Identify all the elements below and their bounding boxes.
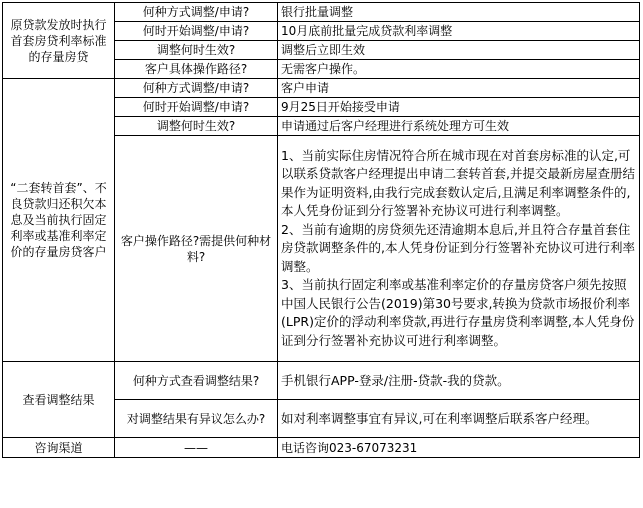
question-cell: 何时开始调整/申请? (115, 22, 278, 41)
answer-cell: 10月底前批量完成贷款利率调整 (278, 22, 640, 41)
table-row (3, 3, 640, 22)
dash-cell: —— (115, 438, 278, 458)
table-row (3, 79, 640, 98)
faq-table (2, 2, 640, 458)
answer-cell-operation-details (278, 136, 640, 362)
question-cell: 客户具体操作路径? (115, 60, 278, 79)
answer-cell: 无需客户操作。 (278, 60, 640, 79)
question-cell: 调整何时生效? (115, 41, 278, 60)
question-cell: 何种方式调整/申请? (115, 3, 278, 22)
procedure-paragraph-3: 3、当前执行固定利率或基准利率定价的存量房贷客户须先按照中国人民银行公告(2019)第30号要求,转换为贷款市场报价利率(LPR)定价的浮动利率贷款,再进行存量房贷利率调整,本人凭身份证到分行签署补充协议可进行利率调整。 (281, 277, 635, 348)
interest-rate-adjustment-table (2, 2, 639, 504)
section-title-second-to-first-home: “二套转首套”、不良贷款归还积欠本息及当前执行固定利率或基准利率定价的存量房贷客户 (3, 79, 115, 362)
procedure-paragraph-2: 2、当前有逾期的房贷须先还清逾期本息后,并且符合存量首套住房贷款调整条件的,本人凭身份证到分行签署补充协议可进行利率调整。 (281, 221, 635, 274)
question-cell: 调整何时生效? (115, 117, 278, 136)
section-title-consultation: 咨询渠道 (3, 438, 115, 458)
answer-cell: 客户申请 (278, 79, 640, 98)
phone-consultation: 电话咨询023-67073231 (278, 438, 640, 458)
answer-cell: 调整后立即生效 (278, 41, 640, 60)
question-cell: 何时开始调整/申请? (115, 98, 278, 117)
answer-cell: 如对利率调整事宜有异议,可在利率调整后联系客户经理。 (278, 400, 640, 438)
table-row (3, 438, 640, 458)
table-row (3, 362, 640, 400)
answer-cell: 9月25日开始接受申请 (278, 98, 640, 117)
procedure-paragraph-1: 1、当前实际住房情况符合所在城市现在对首套房标准的认定,可以联系贷款客户经理提出申请二套转首套,并提交最新房屋查册结果作为证明资料,由我行完成套数认定后,且满足利率调整条件的,本人凭身份证到分行签署补充协议可进行利率调整。 (281, 147, 635, 219)
section-title-view-results: 查看调整结果 (3, 362, 115, 438)
question-cell-operation-path: 客户操作路径?需提供何种材料? (115, 136, 278, 362)
answer-cell: 银行批量调整 (278, 3, 640, 22)
answer-cell: 手机银行APP-登录/注册-贷款-我的贷款。 (278, 362, 640, 400)
question-cell: 何种方式查看调整结果? (115, 362, 278, 400)
question-cell: 何种方式调整/申请? (115, 79, 278, 98)
question-cell: 对调整结果有异议怎么办? (115, 400, 278, 438)
section-title-first-home-loans: 原贷款发放时执行首套房贷利率标准的存量房贷 (3, 3, 115, 79)
answer-cell: 申请通过后客户经理进行系统处理方可生效 (278, 117, 640, 136)
